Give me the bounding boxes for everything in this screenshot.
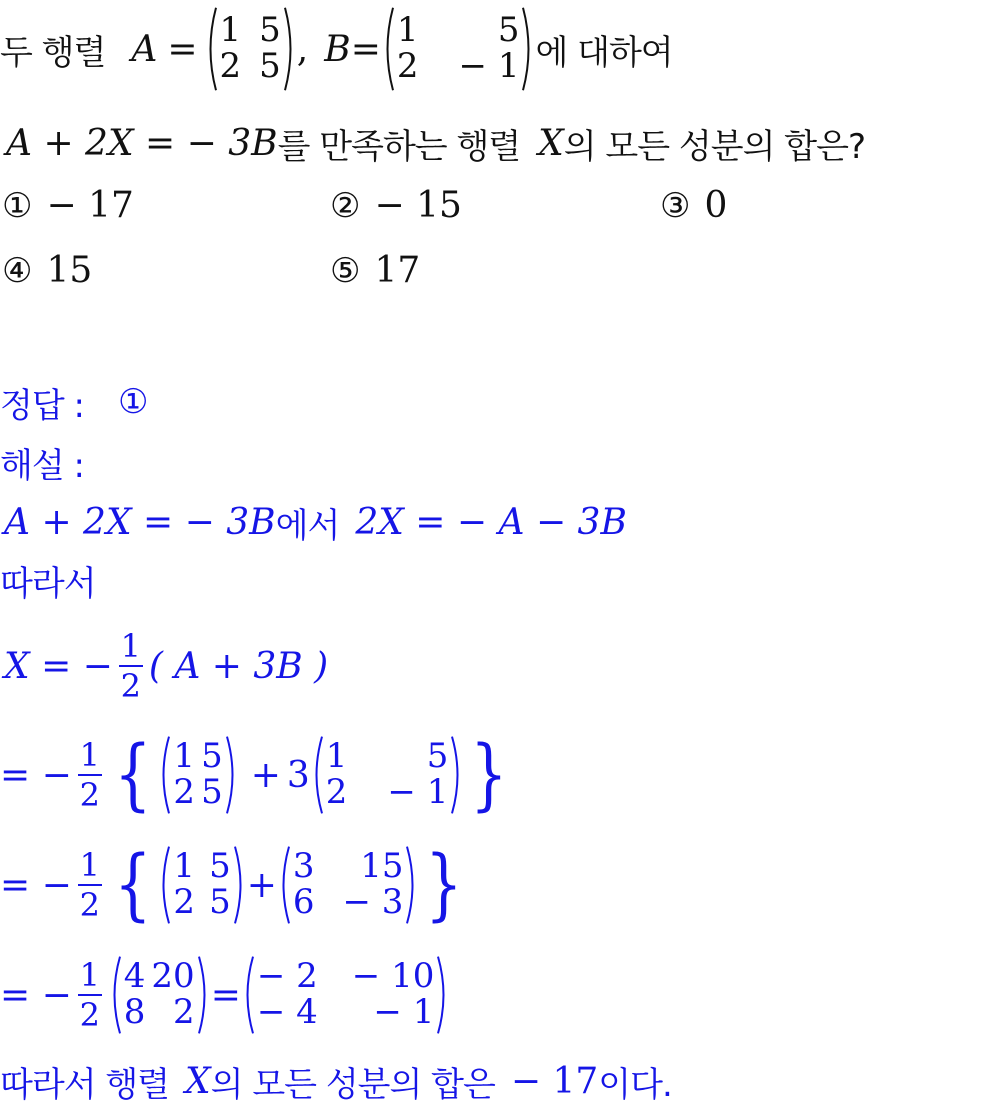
equals-minus: = − bbox=[0, 754, 72, 796]
explanation-thus-line bbox=[0, 556, 96, 604]
one-half-fraction bbox=[78, 846, 102, 924]
matrix-grid bbox=[324, 736, 451, 812]
option-value: − 17 bbox=[46, 185, 134, 226]
one-half-fraction bbox=[78, 736, 102, 814]
step1-text: 에서 bbox=[275, 505, 340, 546]
option-2[interactable] bbox=[330, 185, 462, 226]
option-4[interactable] bbox=[2, 250, 92, 291]
fraction-numerator: 1 bbox=[79, 736, 100, 774]
option-value: 17 bbox=[374, 250, 421, 291]
right-brace: } bbox=[425, 840, 463, 930]
right-parenthesis bbox=[405, 845, 419, 925]
conclusion-mid: 의 모든 성분의 합은 bbox=[210, 1064, 495, 1105]
thus-text: 따라서 bbox=[0, 563, 96, 604]
matrix-grid bbox=[171, 846, 232, 922]
matrix-cell: 20 bbox=[151, 956, 195, 997]
conclusion-line bbox=[0, 1058, 672, 1104]
right-brace: } bbox=[470, 730, 508, 820]
fraction-denominator: 2 bbox=[79, 996, 100, 1034]
matrix-cell: 1 bbox=[219, 10, 242, 51]
problem-intro-suffix: 에 대하여 bbox=[535, 32, 673, 73]
option-1[interactable] bbox=[2, 185, 134, 226]
left-parenthesis bbox=[381, 6, 395, 92]
matrix-A bbox=[204, 6, 297, 92]
matrix-cell: 8 bbox=[123, 992, 146, 1032]
problem-question: 의 모든 성분의 합은? bbox=[563, 126, 866, 167]
matrix-cell: 5 bbox=[209, 882, 231, 922]
fraction-numerator: 1 bbox=[79, 846, 100, 884]
matrix-grid bbox=[218, 10, 283, 86]
explanation-step-5 bbox=[0, 952, 450, 1038]
matrix-cell: 1 bbox=[396, 10, 419, 51]
left-parenthesis bbox=[157, 735, 171, 815]
matrix-X-result bbox=[241, 955, 451, 1035]
one-half-fraction bbox=[119, 627, 143, 705]
matrix-sum bbox=[108, 955, 211, 1035]
matrix-cell: 2 bbox=[396, 46, 419, 86]
matrix-A-step4 bbox=[157, 845, 246, 925]
matrix-cell: 5 bbox=[426, 736, 449, 777]
option-value: 0 bbox=[704, 185, 728, 226]
scalar-three: 3 bbox=[286, 754, 310, 796]
option-marker: ① bbox=[2, 185, 33, 226]
matrix-3B bbox=[277, 845, 420, 925]
option-value: 15 bbox=[46, 250, 93, 291]
equals-sign: = bbox=[167, 28, 198, 70]
matrix-B-label: B bbox=[324, 28, 351, 70]
step1-equation: A + 2X = − 3B bbox=[4, 501, 276, 543]
matrix-cell: 15 bbox=[360, 846, 404, 887]
explanation-label-line bbox=[0, 438, 84, 486]
option-marker: ⑤ bbox=[330, 250, 361, 291]
option-5[interactable] bbox=[330, 250, 420, 291]
problem-line-1 bbox=[0, 4, 673, 94]
answer-value: ① bbox=[117, 382, 148, 422]
matrix-cell: 2 bbox=[173, 882, 196, 922]
comma: , bbox=[296, 28, 309, 70]
step2-rhs: ( A + 3B ) bbox=[148, 645, 329, 687]
conclusion-X: X bbox=[185, 1060, 211, 1102]
matrix-cell: − 10 bbox=[351, 956, 435, 997]
fraction-denominator: 2 bbox=[79, 886, 100, 924]
fraction-numerator: 1 bbox=[79, 956, 100, 994]
conclusion-suffix: 이다. bbox=[598, 1064, 672, 1105]
problem-line-2 bbox=[0, 118, 865, 168]
matrix-cell: − 1 bbox=[387, 772, 449, 812]
matrix-A-label: A bbox=[131, 28, 158, 70]
matrix-cell: 5 bbox=[497, 10, 520, 51]
option-marker: ④ bbox=[2, 250, 33, 291]
matrix-cell: 5 bbox=[259, 46, 281, 86]
matrix-cell: 1 bbox=[173, 736, 196, 777]
option-marker: ③ bbox=[660, 185, 691, 226]
explanation-step-3 bbox=[0, 732, 514, 818]
matrix-cell: 5 bbox=[209, 846, 231, 887]
matrix-A-step3 bbox=[157, 735, 238, 815]
matrix-cell: 1 bbox=[173, 846, 196, 887]
step1-equation-2: 2X = − A − 3B bbox=[355, 501, 627, 543]
step2-lhs: X = − bbox=[4, 645, 113, 687]
left-brace: { bbox=[113, 730, 152, 820]
equation: A + 2X = − 3B bbox=[6, 122, 278, 164]
matrix-cell: 5 bbox=[201, 772, 223, 812]
matrix-cell: − 1 bbox=[373, 992, 435, 1032]
right-parenthesis bbox=[436, 955, 450, 1035]
fraction-denominator: 2 bbox=[79, 776, 100, 814]
conclusion-prefix: 따라서 행렬 bbox=[0, 1064, 170, 1105]
matrix-cell: − 4 bbox=[256, 992, 318, 1032]
answer-line bbox=[0, 378, 147, 426]
left-brace: { bbox=[113, 840, 152, 930]
matrix-grid bbox=[291, 846, 406, 922]
matrix-cell: 2 bbox=[219, 46, 242, 86]
matrix-cell: 2 bbox=[325, 772, 348, 812]
plus-sign: + bbox=[250, 754, 281, 796]
fraction-numerator: 1 bbox=[120, 627, 142, 665]
answer-label: 정답 : bbox=[0, 385, 84, 426]
problem-intro: 두 행렬 bbox=[0, 32, 106, 73]
matrix-cell: − 3 bbox=[342, 882, 404, 922]
explanation-step-4 bbox=[0, 842, 469, 928]
right-parenthesis bbox=[197, 955, 211, 1035]
equals-sign: = bbox=[350, 28, 381, 70]
left-parenthesis bbox=[157, 845, 171, 925]
plus-sign: + bbox=[246, 864, 277, 906]
right-parenthesis bbox=[450, 735, 464, 815]
left-parenthesis bbox=[310, 735, 324, 815]
fraction-denominator: 2 bbox=[120, 667, 142, 705]
explanation-step-2 bbox=[0, 624, 328, 708]
right-parenthesis bbox=[225, 735, 239, 815]
matrix-cell: 1 bbox=[325, 736, 348, 777]
matrix-cell: 6 bbox=[292, 882, 315, 922]
matrix-grid bbox=[395, 10, 522, 86]
explanation-step-1 bbox=[0, 498, 627, 546]
matrix-B bbox=[381, 6, 536, 92]
option-3[interactable] bbox=[660, 185, 727, 226]
one-half-fraction bbox=[78, 956, 102, 1034]
matrix-cell: − 1 bbox=[458, 46, 520, 86]
conclusion-value: − 17 bbox=[510, 1060, 599, 1102]
problem-condition-text: 를 만족하는 행렬 bbox=[277, 126, 521, 167]
left-parenthesis bbox=[108, 955, 122, 1035]
equals-minus: = − bbox=[0, 864, 72, 906]
matrix-cell: 4 bbox=[123, 956, 146, 997]
right-parenthesis bbox=[283, 6, 297, 92]
matrix-grid bbox=[255, 956, 437, 1032]
equals-sign: = bbox=[210, 974, 241, 1016]
matrix-cell: − 2 bbox=[256, 956, 318, 997]
right-parenthesis bbox=[521, 6, 535, 92]
right-parenthesis bbox=[233, 845, 247, 925]
matrix-cell: 5 bbox=[201, 736, 223, 777]
left-parenthesis bbox=[204, 6, 218, 92]
matrix-X-label: X bbox=[538, 122, 564, 164]
matrix-cell: 2 bbox=[173, 772, 196, 812]
matrix-B-step3 bbox=[310, 735, 465, 815]
matrix-cell: 5 bbox=[259, 10, 281, 51]
matrix-cell: 3 bbox=[292, 846, 315, 887]
matrix-grid bbox=[122, 956, 197, 1032]
matrix-cell: 2 bbox=[173, 992, 195, 1032]
option-marker: ② bbox=[330, 185, 361, 226]
left-parenthesis bbox=[241, 955, 255, 1035]
matrix-grid bbox=[171, 736, 224, 812]
explanation-label: 해설 : bbox=[0, 445, 84, 486]
option-value: − 15 bbox=[374, 185, 462, 226]
equals-minus: = − bbox=[0, 974, 72, 1016]
left-parenthesis bbox=[277, 845, 291, 925]
